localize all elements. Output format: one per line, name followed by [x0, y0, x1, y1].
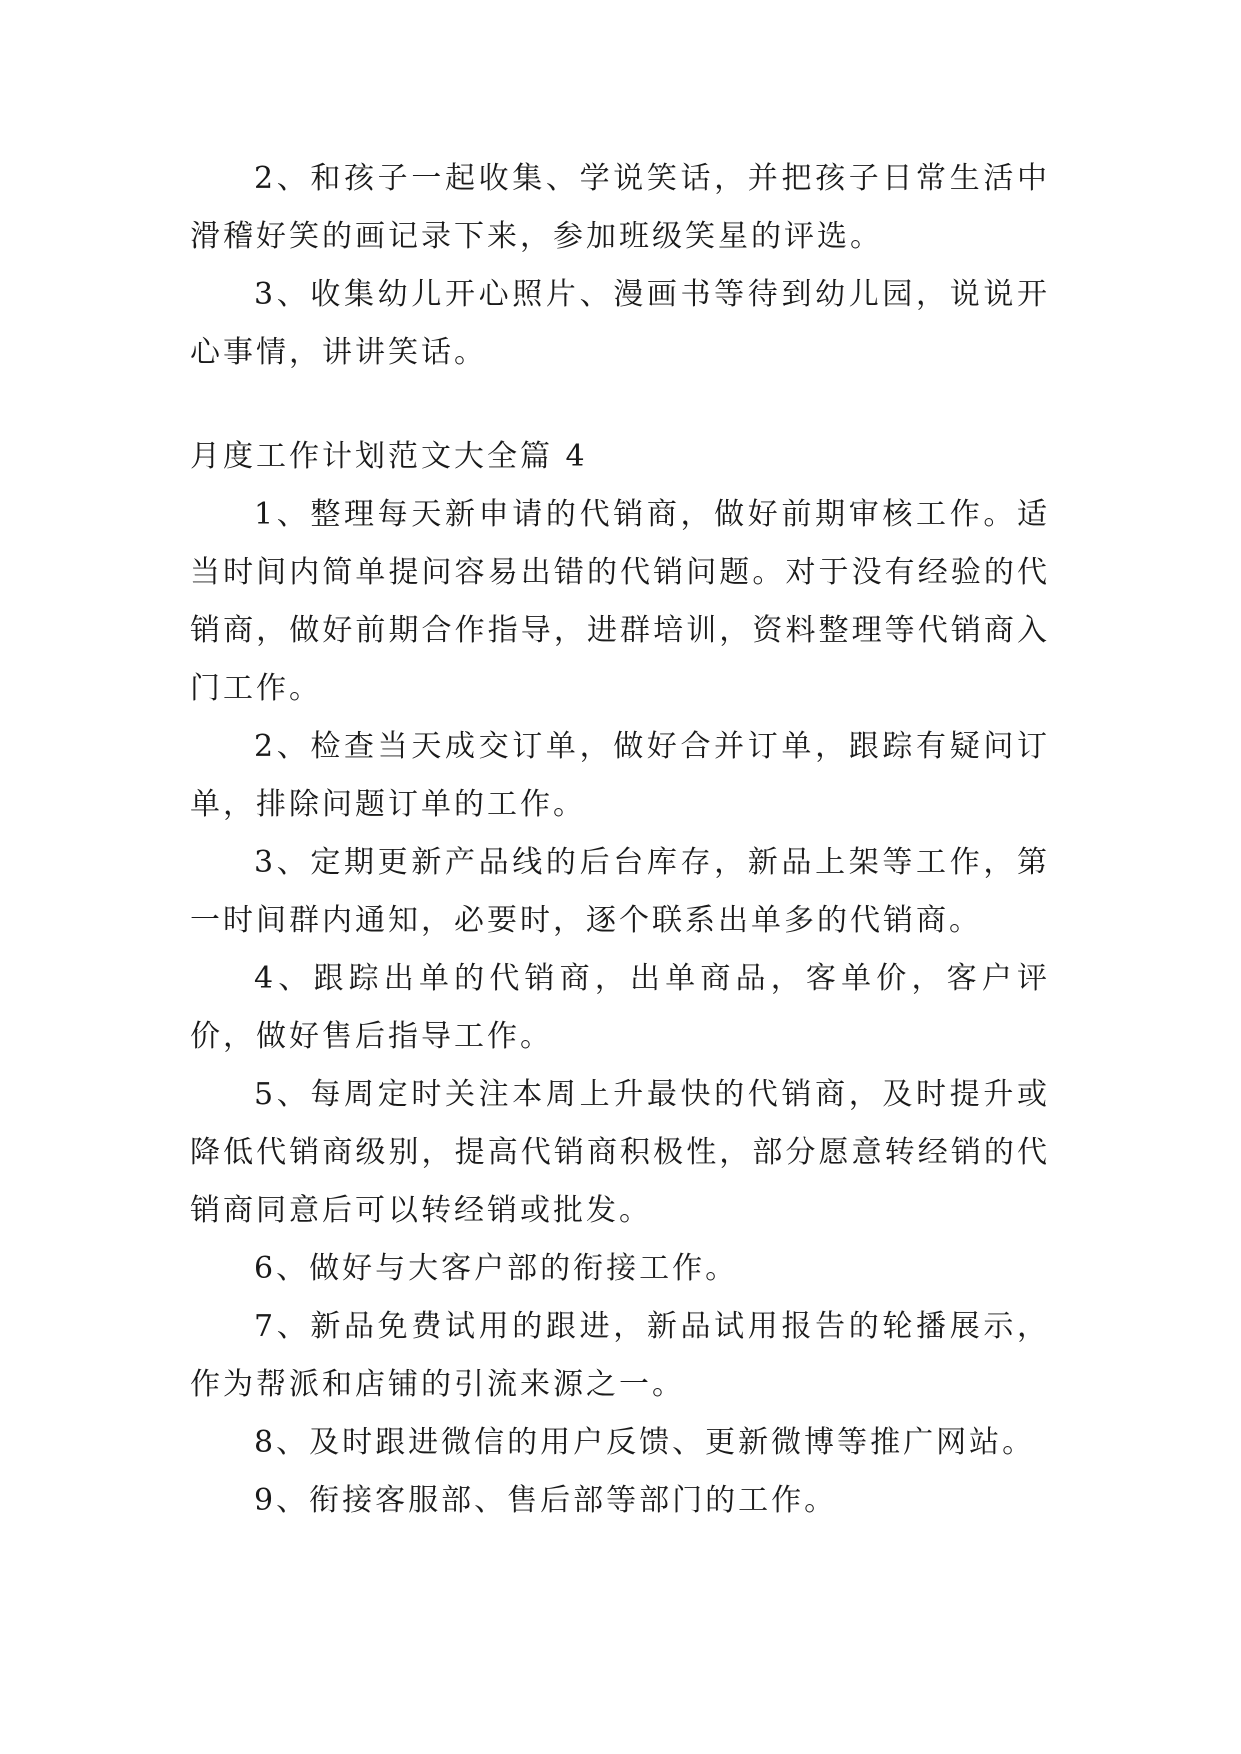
section-item-5: 5、每周定时关注本周上升最快的代销商，及时提升或降低代销商级别，提高代销商积极性，部分愿意转经销的代销商同意后可以转经销或批发。 [190, 1077, 1050, 1228]
section-item-3: 3、定期更新产品线的后台库存，新品上架等工作，第一时间群内通知，必要时，逐个联系出单多的代销商。 [190, 845, 1050, 938]
section-item-1: 1、整理每天新申请的代销商，做好前期审核工作。适当时间内简单提问容易出错的代销问题。对于没有经验的代销商，做好前期合作指导，进群培训，资料整理等代销商入门工作。 [190, 497, 1050, 706]
intro-item-2: 2、和孩子一起收集、学说笑话，并把孩子日常生活中滑稽好笑的画记录下来，参加班级笑星的评选。 [190, 161, 1050, 254]
section-item-8: 8、及时跟进微信的用户反馈、更新微博等推广网站。 [254, 1425, 1036, 1460]
intro-item-3: 3、收集幼儿开心照片、漫画书等待到幼儿园，说说开心事情，讲讲笑话。 [190, 277, 1050, 370]
section-title: 月度工作计划范文大全篇 4 [190, 439, 588, 474]
section-item-7: 7、新品免费试用的跟进，新品试用报告的轮播展示，作为帮派和店铺的引流来源之一。 [190, 1309, 1050, 1402]
section-item-4: 4、跟踪出单的代销商，出单商品，客单价，客户评价，做好售后指导工作。 [190, 961, 1050, 1054]
section-item-2: 2、检查当天成交订单，做好合并订单，跟踪有疑问订单，排除问题订单的工作。 [190, 729, 1050, 822]
document-body [190, 150, 1050, 1530]
section-item-9: 9、衔接客服部、售后部等部门的工作。 [254, 1483, 838, 1518]
section-item-6: 6、做好与大客户部的衔接工作。 [254, 1251, 739, 1286]
